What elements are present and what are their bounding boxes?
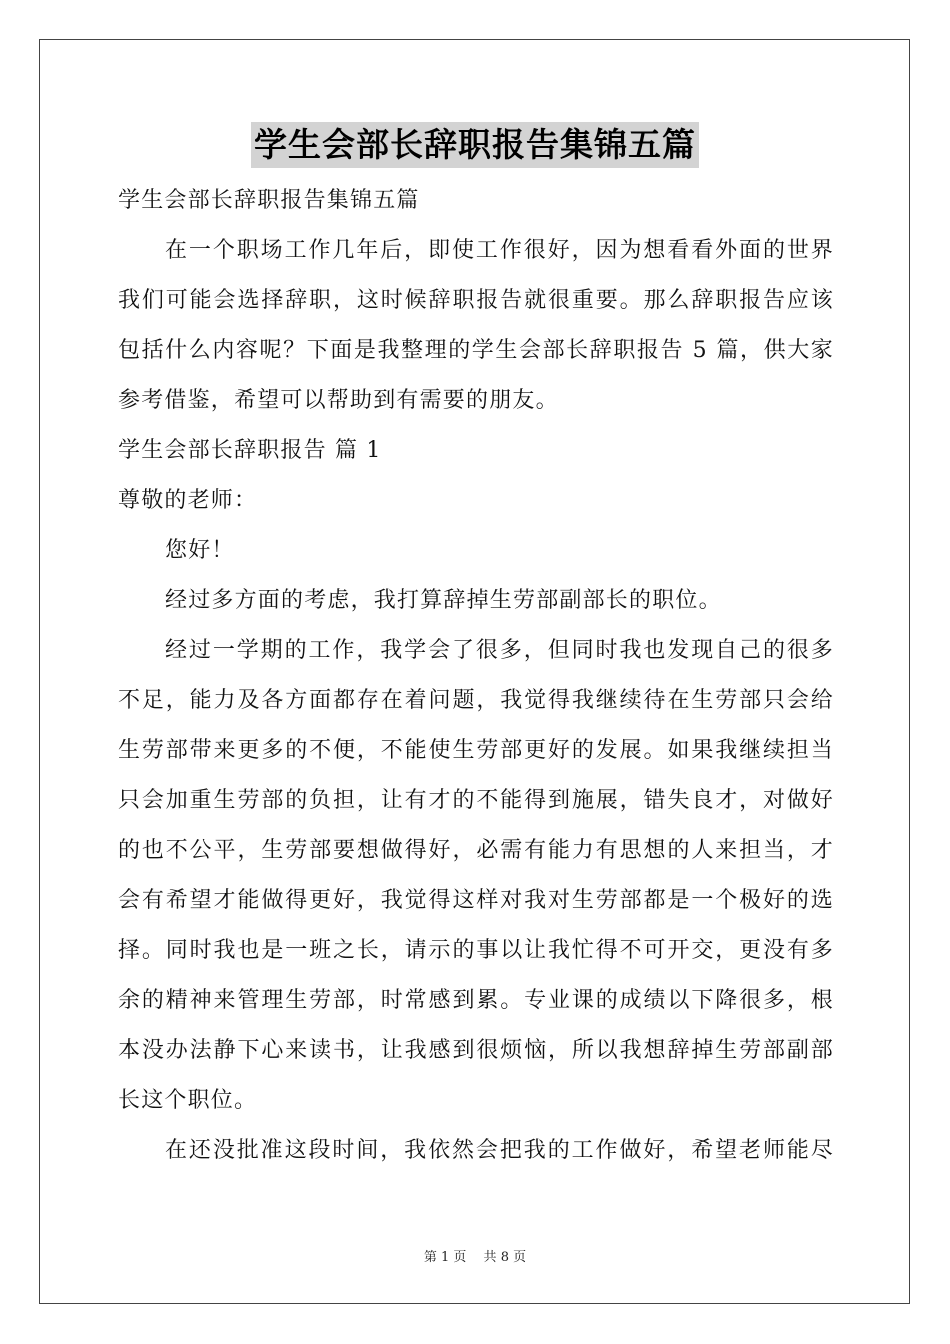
body-line: 不足，能力及各方面都存在着问题，我觉得我继续待在生劳部只会给	[118, 688, 834, 713]
body-line: 参考借鉴，希望可以帮助到有需要的朋友。	[118, 388, 559, 413]
body-line: 长这个职位。	[118, 1088, 258, 1113]
page-number: 第 1 页 共 8 页	[423, 1250, 527, 1265]
body-line: 学生会部长辞职报告集锦五篇	[118, 188, 420, 213]
body-line: 余的精神来管理生劳部，时常感到累。专业课的成绩以下降很多，根	[118, 988, 834, 1013]
body-line: 经过一学期的工作，我学会了很多，但同时我也发现自己的很多	[165, 638, 834, 663]
section-heading: 学生会部长辞职报告 篇 1	[118, 438, 382, 463]
body-line: 择。同时我也是一班之长，请示的事以让我忙得不可开交，更没有多	[118, 938, 834, 963]
document-title: 学生会部长辞职报告集锦五篇	[251, 122, 699, 168]
body-line: 只会加重生劳部的负担，让有才的不能得到施展，错失良才，对做好	[118, 788, 834, 813]
body-line: 会有希望才能做得更好，我觉得这样对我对生劳部都是一个极好的选	[118, 888, 834, 913]
body-line: 生劳部带来更多的不便，不能使生劳部更好的发展。如果我继续担当	[118, 738, 834, 763]
body-line: 我们可能会选择辞职，这时候辞职报告就很重要。那么辞职报告应该	[118, 288, 834, 313]
document-body	[118, 176, 834, 1176]
title-container	[0, 122, 950, 168]
body-line: 在还没批准这段时间，我依然会把我的工作做好，希望老师能尽	[165, 1138, 834, 1163]
body-line: 在一个职场工作几年后，即使工作很好，因为想看看外面的世界	[165, 238, 834, 263]
salutation: 尊敬的老师：	[118, 488, 258, 513]
body-line: 本没办法静下心来读书，让我感到很烦恼，所以我想辞掉生劳部副部	[118, 1038, 834, 1063]
body-line: 经过多方面的考虑，我打算辞掉生劳部副部长的职位。	[165, 588, 722, 613]
body-line: 包括什么内容呢？下面是我整理的学生会部长辞职报告 5 篇，供大家	[118, 338, 834, 363]
body-line: 的也不公平，生劳部要想做得好，必需有能力有思想的人来担当，才	[118, 838, 834, 863]
greeting: 您好！	[165, 538, 235, 563]
